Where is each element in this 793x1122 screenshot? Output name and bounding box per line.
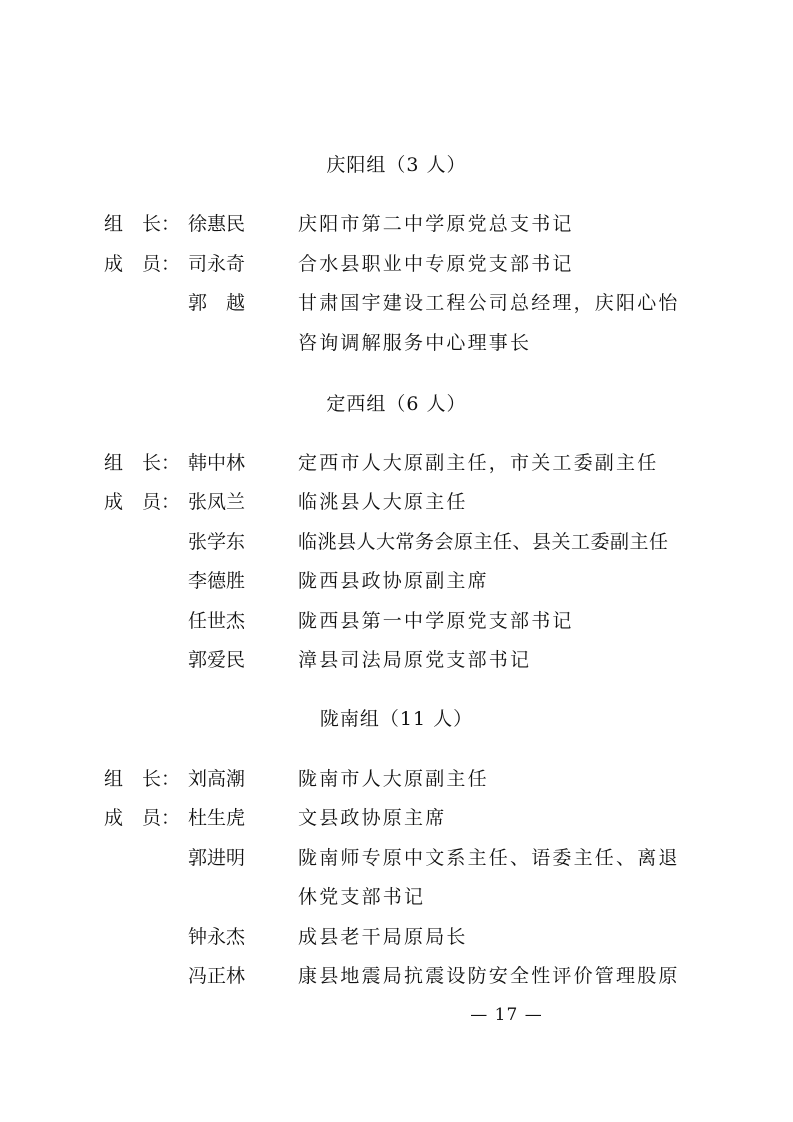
member-position: 休党支部书记 [298, 886, 426, 908]
member-position: 陇南师专原中文系主任、语委主任、离退 [298, 847, 680, 869]
member-name: 韩中林 [188, 452, 246, 474]
role-label: 成 员： [104, 807, 181, 829]
list-item [0, 608, 793, 634]
member-position: 临洮县人大原主任 [298, 491, 468, 513]
member-position: 成县老干局原局长 [298, 926, 468, 948]
member-position: 陇南市人大原副主任 [298, 768, 489, 790]
member-name: 张凤兰 [188, 491, 246, 513]
member-name: 李德胜 [188, 570, 246, 592]
list-item [0, 884, 793, 910]
list-item [0, 450, 793, 476]
member-position: 漳县司法局原党支部书记 [298, 649, 532, 671]
member-position: 庆阳市第二中学原党总支书记 [298, 213, 574, 235]
role-label: 成 员： [104, 491, 181, 513]
member-position: 甘肃国宇建设工程公司总经理，庆阳心怡 [298, 292, 680, 314]
list-item [0, 330, 793, 356]
list-item [0, 647, 793, 673]
role-label: 组 长： [104, 213, 181, 235]
member-name: 钟永杰 [188, 926, 246, 948]
member-position: 临洮县人大常务会原主任、县关工委副主任 [298, 531, 669, 553]
member-name: 刘高潮 [188, 768, 246, 790]
group-heading-qingyang: 庆阳组（3 人） [326, 154, 467, 176]
member-position: 咨询调解服务中心理事长 [298, 332, 532, 354]
list-item [0, 529, 793, 555]
role-label: 成 员： [104, 253, 181, 275]
role-label: 组 长： [104, 452, 181, 474]
member-name: 冯正林 [188, 965, 246, 987]
member-name: 司永奇 [188, 253, 246, 275]
list-item [0, 845, 793, 871]
group-heading-longnan: 陇南组（11 人） [319, 708, 474, 730]
member-position: 康县地震局抗震设防安全性评价管理股原 [298, 965, 680, 987]
list-item [0, 924, 793, 950]
member-name: 任世杰 [188, 610, 246, 632]
list-item [0, 290, 793, 316]
list-item [0, 568, 793, 594]
role-label: 组 长： [104, 768, 181, 790]
list-item [0, 211, 793, 237]
member-position: 文县政协原主席 [298, 807, 447, 829]
member-name: 郭 越 [188, 292, 246, 314]
list-item [0, 251, 793, 277]
member-position: 陇西县第一中学原党支部书记 [298, 610, 574, 632]
list-item [0, 963, 793, 989]
member-position: 合水县职业中专原党支部书记 [298, 253, 574, 275]
member-name: 徐惠民 [188, 213, 246, 235]
page-number: — 17 — [470, 1005, 543, 1025]
member-name: 杜生虎 [188, 807, 246, 829]
list-item [0, 766, 793, 792]
member-position: 定西市人大原副主任，市关工委副主任 [298, 452, 659, 474]
list-item [0, 805, 793, 831]
page-number-container [0, 1004, 793, 1026]
member-name: 郭进明 [188, 847, 246, 869]
member-position: 陇西县政协原副主席 [298, 570, 489, 592]
member-name: 郭爱民 [188, 649, 246, 671]
group-heading-dingxi: 定西组（6 人） [326, 393, 467, 415]
member-name: 张学东 [188, 531, 246, 553]
list-item [0, 489, 793, 515]
